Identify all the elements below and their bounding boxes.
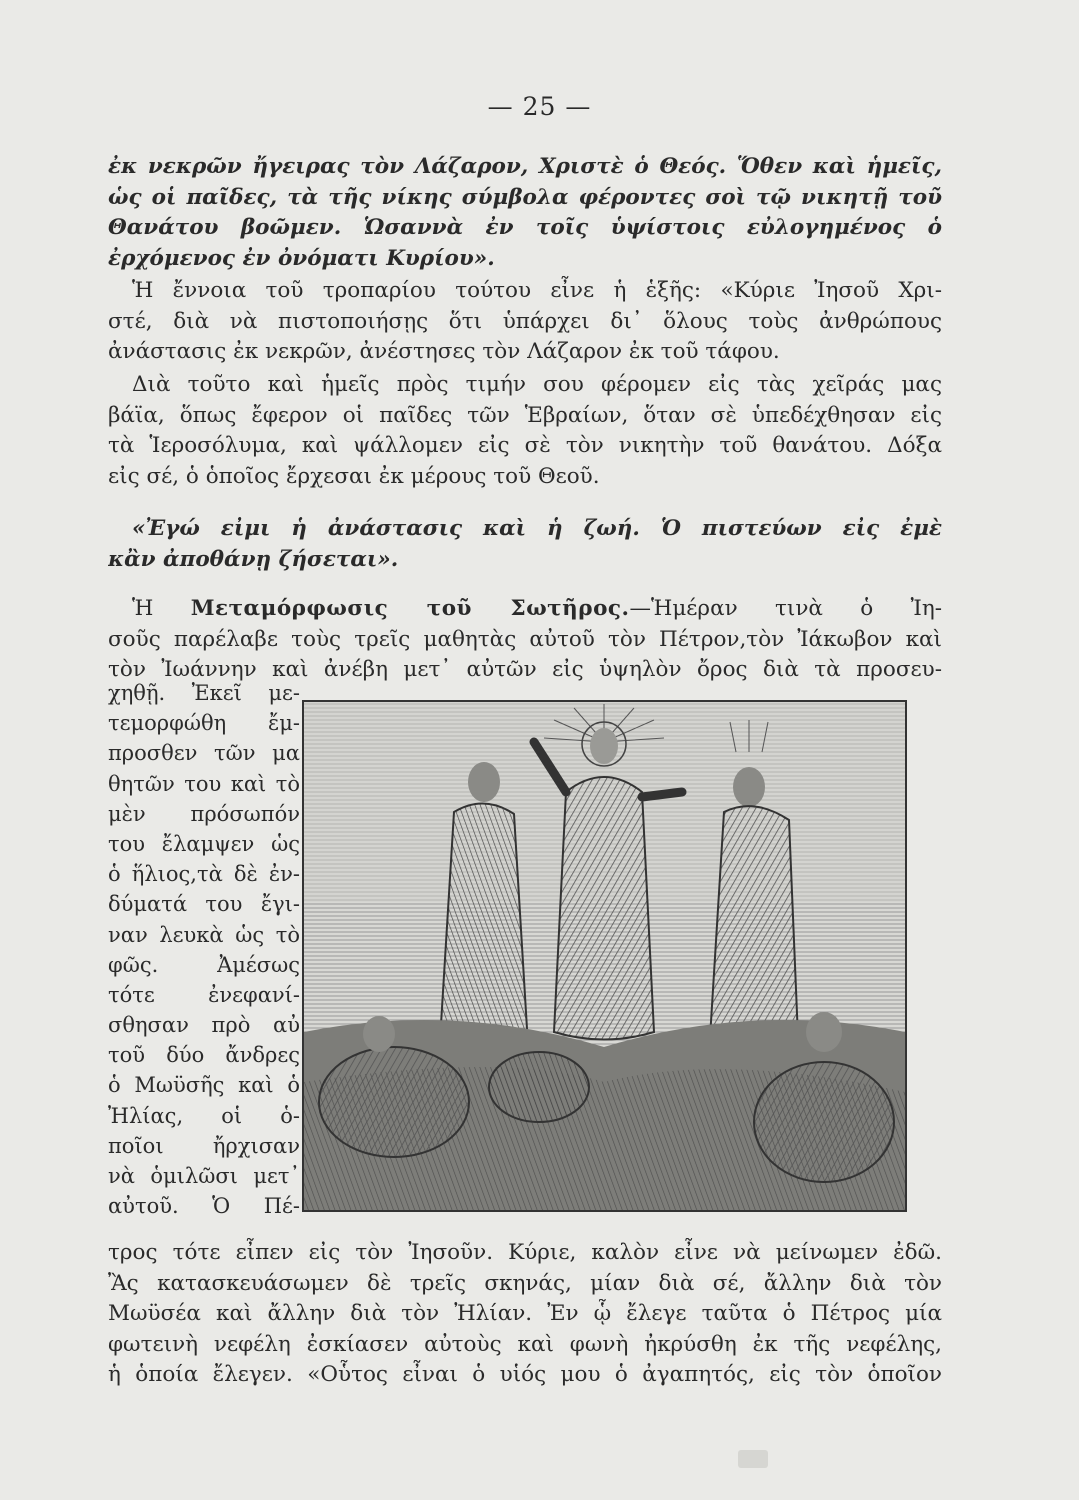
text-line: κἂν ἀποθάνῃ ζήσεται». [108,546,399,572]
text-line: τότε ἐνεφανί- [108,982,300,1007]
engraving-image [304,702,905,1210]
scripture-quote [108,514,942,575]
text-line: στέ, διὰ νὰ πιστοποιήσῃς ὅτι ὑπάρχει δι᾽ ὅλους τοὺς ἀνθρώπους [108,308,942,334]
text-line: σοῦς παρέλαβε τοὺς τρεῖς μαθητὰς αὐτοῦ τὸν Πέτρον,τὸν Ἰάκωβον καὶ [108,626,942,652]
text-line: του ἔλαμψεν ὡς [108,831,300,856]
bleed-through-mark [738,1450,768,1468]
text-line: τεμορφώθη ἔμ- [108,711,300,736]
section-heading-line [108,594,942,625]
transfiguration-illustration [302,700,907,1212]
text-line: τοῦ δύο ἄνδρες [108,1043,300,1068]
section-heading: Μεταμόρφωσις τοῦ Σωτῆρος. [190,596,630,621]
text-line: τὸν Ἰωάννην καὶ ἀνέβη μετ᾽ αὐτῶν εἰς ὑψηλὸν ὄρος διὰ τὰ προσευ- [108,657,942,682]
text-line: εἰς σέ, ὁ ὁποῖος ἔρχεσαι ἐκ μέρους τοῦ Θεοῦ. [108,463,600,489]
hymn-continuation [108,152,942,274]
text-line: φῶς. Ἀμέσως [108,952,300,977]
text-line: ναν λευκὰ ὡς τὸ [108,922,300,947]
text-line: θητῶν του καὶ τὸ [108,771,300,796]
text-line: Ἂς κατασκευάσωμεν δὲ τρεῖς σκηνάς, μίαν διὰ σέ, ἄλλην διὰ τὸν [108,1270,942,1296]
text-line: Μωϋσέα καὶ ἄλλην διὰ τὸν Ἠλίαν. Ἐν ᾧ ἔλεγε ταῦτα ὁ Πέτρος μία [108,1301,942,1326]
text-line: Ἠλίας, οἱ ὁ- [108,1103,300,1128]
text-line: ἐρχόμενος ἐν ὀνόματι Κυρίου». [108,245,495,271]
text-line: Διὰ τοῦτο καὶ ἡμεῖς πρὸς τιμήν σου φέρομεν εἰς τὰς χεῖράς μας [132,372,942,397]
text-line: χηθῇ. Ἐκεῖ με- [108,681,300,705]
text-line: ὡς οἱ παῖδες, τὰ τῆς νίκης σύμβολα φέροντες σοὶ τῷ νικητῇ τοῦ [108,184,942,210]
paragraph-palms [108,370,942,492]
text-line: βάϊα, ὅπως ἔφερον οἱ παῖδες τῶν Ἑβραίων, ὅταν σὲ ὑπεδέχθησαν εἰς [108,402,942,428]
text-line: ποῖοι ἤρχισαν [108,1133,300,1158]
section-transfiguration [108,594,942,686]
text-line: μὲν πρόσωπόν [108,801,300,826]
text-line: Ἡ ἔννοια τοῦ τροπαρίου τούτου εἶνε ἡ ἑξῆς: «Κύριε Ἰησοῦ Χρι- [132,278,942,303]
text-line: ὁ Μωϋσῆς καὶ ὁ [108,1073,300,1098]
heading-line-rest: —Ἡμέραν τινὰ ὁ Ἰη- [629,596,942,621]
text-line: τὰ Ἱεροσόλυμα, καὶ ψάλλομεν εἰς σὲ τὸν νικητὴν τοῦ θανάτου. Δόξα [108,433,942,458]
paragraph-meaning [108,276,942,368]
text-line: τρος τότε εἶπεν εἰς τὸν Ἰησοῦν. Κύριε, καλὸν εἶνε νὰ μείνωμεν ἐδῶ. [108,1240,942,1265]
paragraph-peter [108,1238,942,1391]
page-number: — 25 — [487,92,592,121]
text-line: «Ἐγώ εἰμι ἡ ἀνάστασις καὶ ἡ ζωή. Ὁ πιστεύων εἰς ἐμὲ [132,516,942,541]
heading-prefix: Ἡ [132,596,191,621]
text-line: φωτεινὴ νεφέλη ἐσκίασεν αὐτοὺς καὶ φωνὴ ἠκρύσθη ἐκ τῆς νεφέλης, [108,1331,942,1357]
wrapped-text-column [108,678,300,1221]
text-line: αὐτοῦ. Ὁ Πέ- [108,1194,300,1219]
text-line: ἡ ὁποία ἔλεγεν. «Οὗτος εἶναι ὁ υἱός μου ὁ ἀγαπητός, εἰς τὸν ὁποῖον [108,1362,942,1387]
text-line: Θανάτου βοῶμεν. Ὡσαννὰ ἐν τοῖς ὑψίστοις εὐλογημένος ὁ [108,215,942,240]
text-line: προσθεν τῶν μα [108,741,300,766]
text-line: ἐκ νεκρῶν ἤγειρας τὸν Λάζαρον, Χριστὲ ὁ Θεός. Ὅθεν καὶ ἡμεῖς, [108,154,942,179]
text-line: σθησαν πρὸ αὐ [108,1013,300,1038]
text-line: νὰ ὁμιλῶσι μετ᾽ [108,1164,300,1188]
text-line: ὁ ἥλιος,τὰ δὲ ἐν- [108,862,300,887]
text-line: δύματά του ἔγι- [108,892,300,917]
text-line: ἀνάστασις ἐκ νεκρῶν, ἀνέστησες τὸν Λάζαρον ἐκ τοῦ τάφου. [108,339,780,364]
